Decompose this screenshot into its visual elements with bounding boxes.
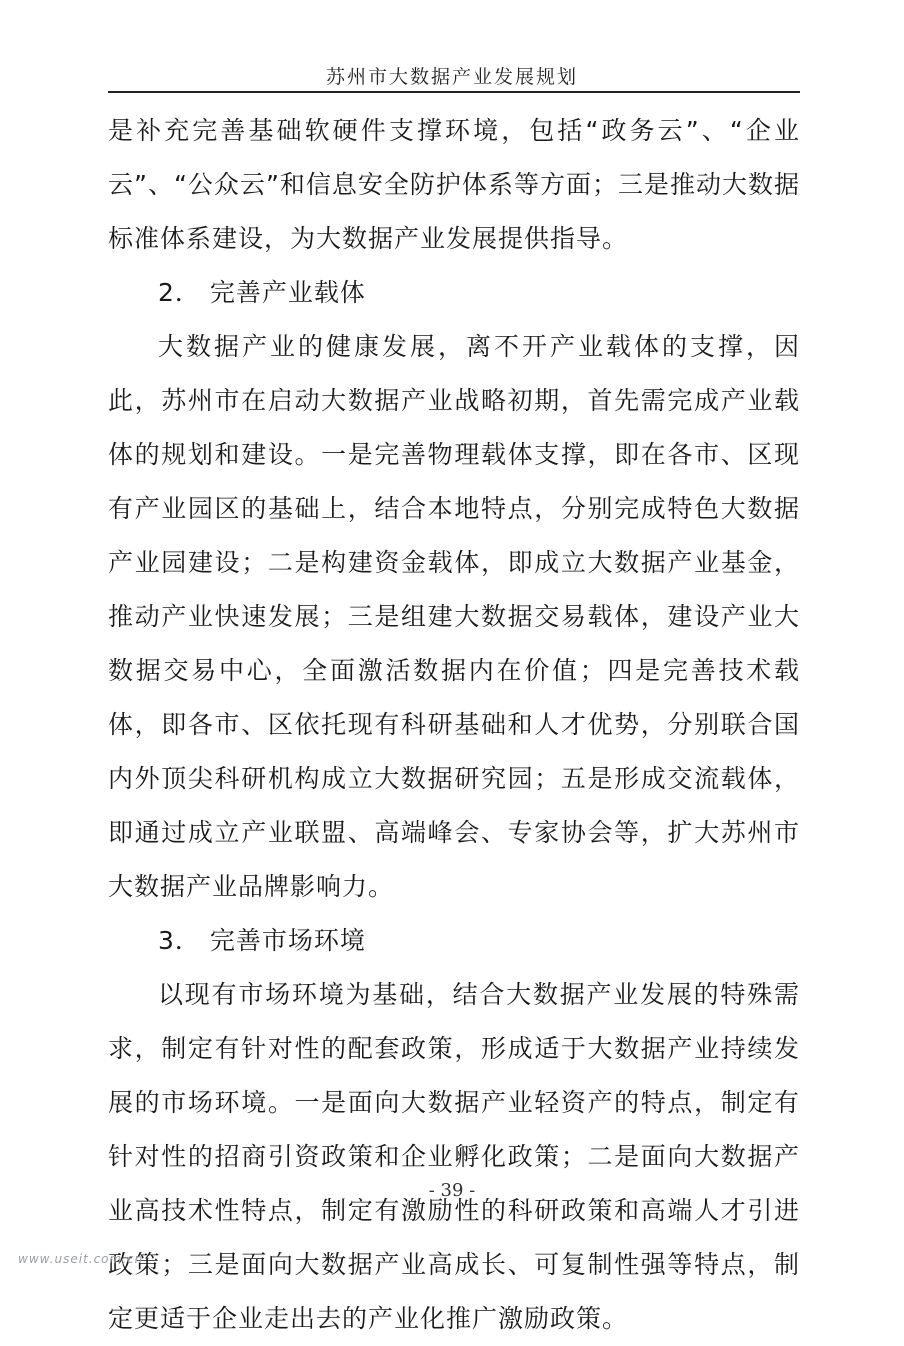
section-heading-3: 3． 完善市场环境 (158, 926, 366, 955)
page-header-title: 苏州市大数据产业发展规划 (325, 66, 578, 88)
paragraph-market-environment: 以现有市场环境为基础，结合大数据产业发展的特殊需求，制定有针对性的配套政策，形成适于大数据产业持续发展的市场环境。一是面向大数据产业轻资产的特点，制定有针对性的招商引资政策和企业孵化政策；二是面向大数据产业高技术性特点，制定有激励性的科研政策和高端人才引进政策；三是面向大数据产业高成长、可复制性强等特点，制定更适于企业走出去的产业化推广激励政策。 (108, 980, 800, 1333)
header-divider (108, 91, 800, 93)
paragraph-industry-carrier: 大数据产业的健康发展，离不开产业载体的支撑，因此，苏州市在启动大数据产业战略初期，首先需完成产业载体的规划和建设。一是完善物理载体支撑，即在各市、区现有产业园区的基础上，结合本地特点，分别完成特色大数据产业园建设；二是构建资金载体，即成立大数据产业基金，推动产业快速发展；三是组建大数据交易载体，建设产业大数据交易中心，全面激活数据内在价值；四是完善技术载体，即各市、区依托现有科研基础和人才优势，分别联合国内外顶尖科研机构成立大数据研究园；五是形成交流载体，即通过成立产业联盟、高端峰会、专家协会等，扩大苏州市大数据产业品牌影响力。 (108, 332, 800, 901)
page-number: - 39 - (428, 1180, 476, 1201)
document-body (108, 104, 800, 1346)
section-heading-2: 2． 完善产业载体 (158, 278, 366, 307)
watermark-text: www.useit.com.cn (18, 1252, 144, 1266)
paragraph-continued: 是补充完善基础软硬件支撑环境，包括“政务云”、“企业云”、“公众云”和信息安全防护体系等方面；三是推动大数据标准体系建设，为大数据产业发展提供指导。 (108, 116, 800, 253)
